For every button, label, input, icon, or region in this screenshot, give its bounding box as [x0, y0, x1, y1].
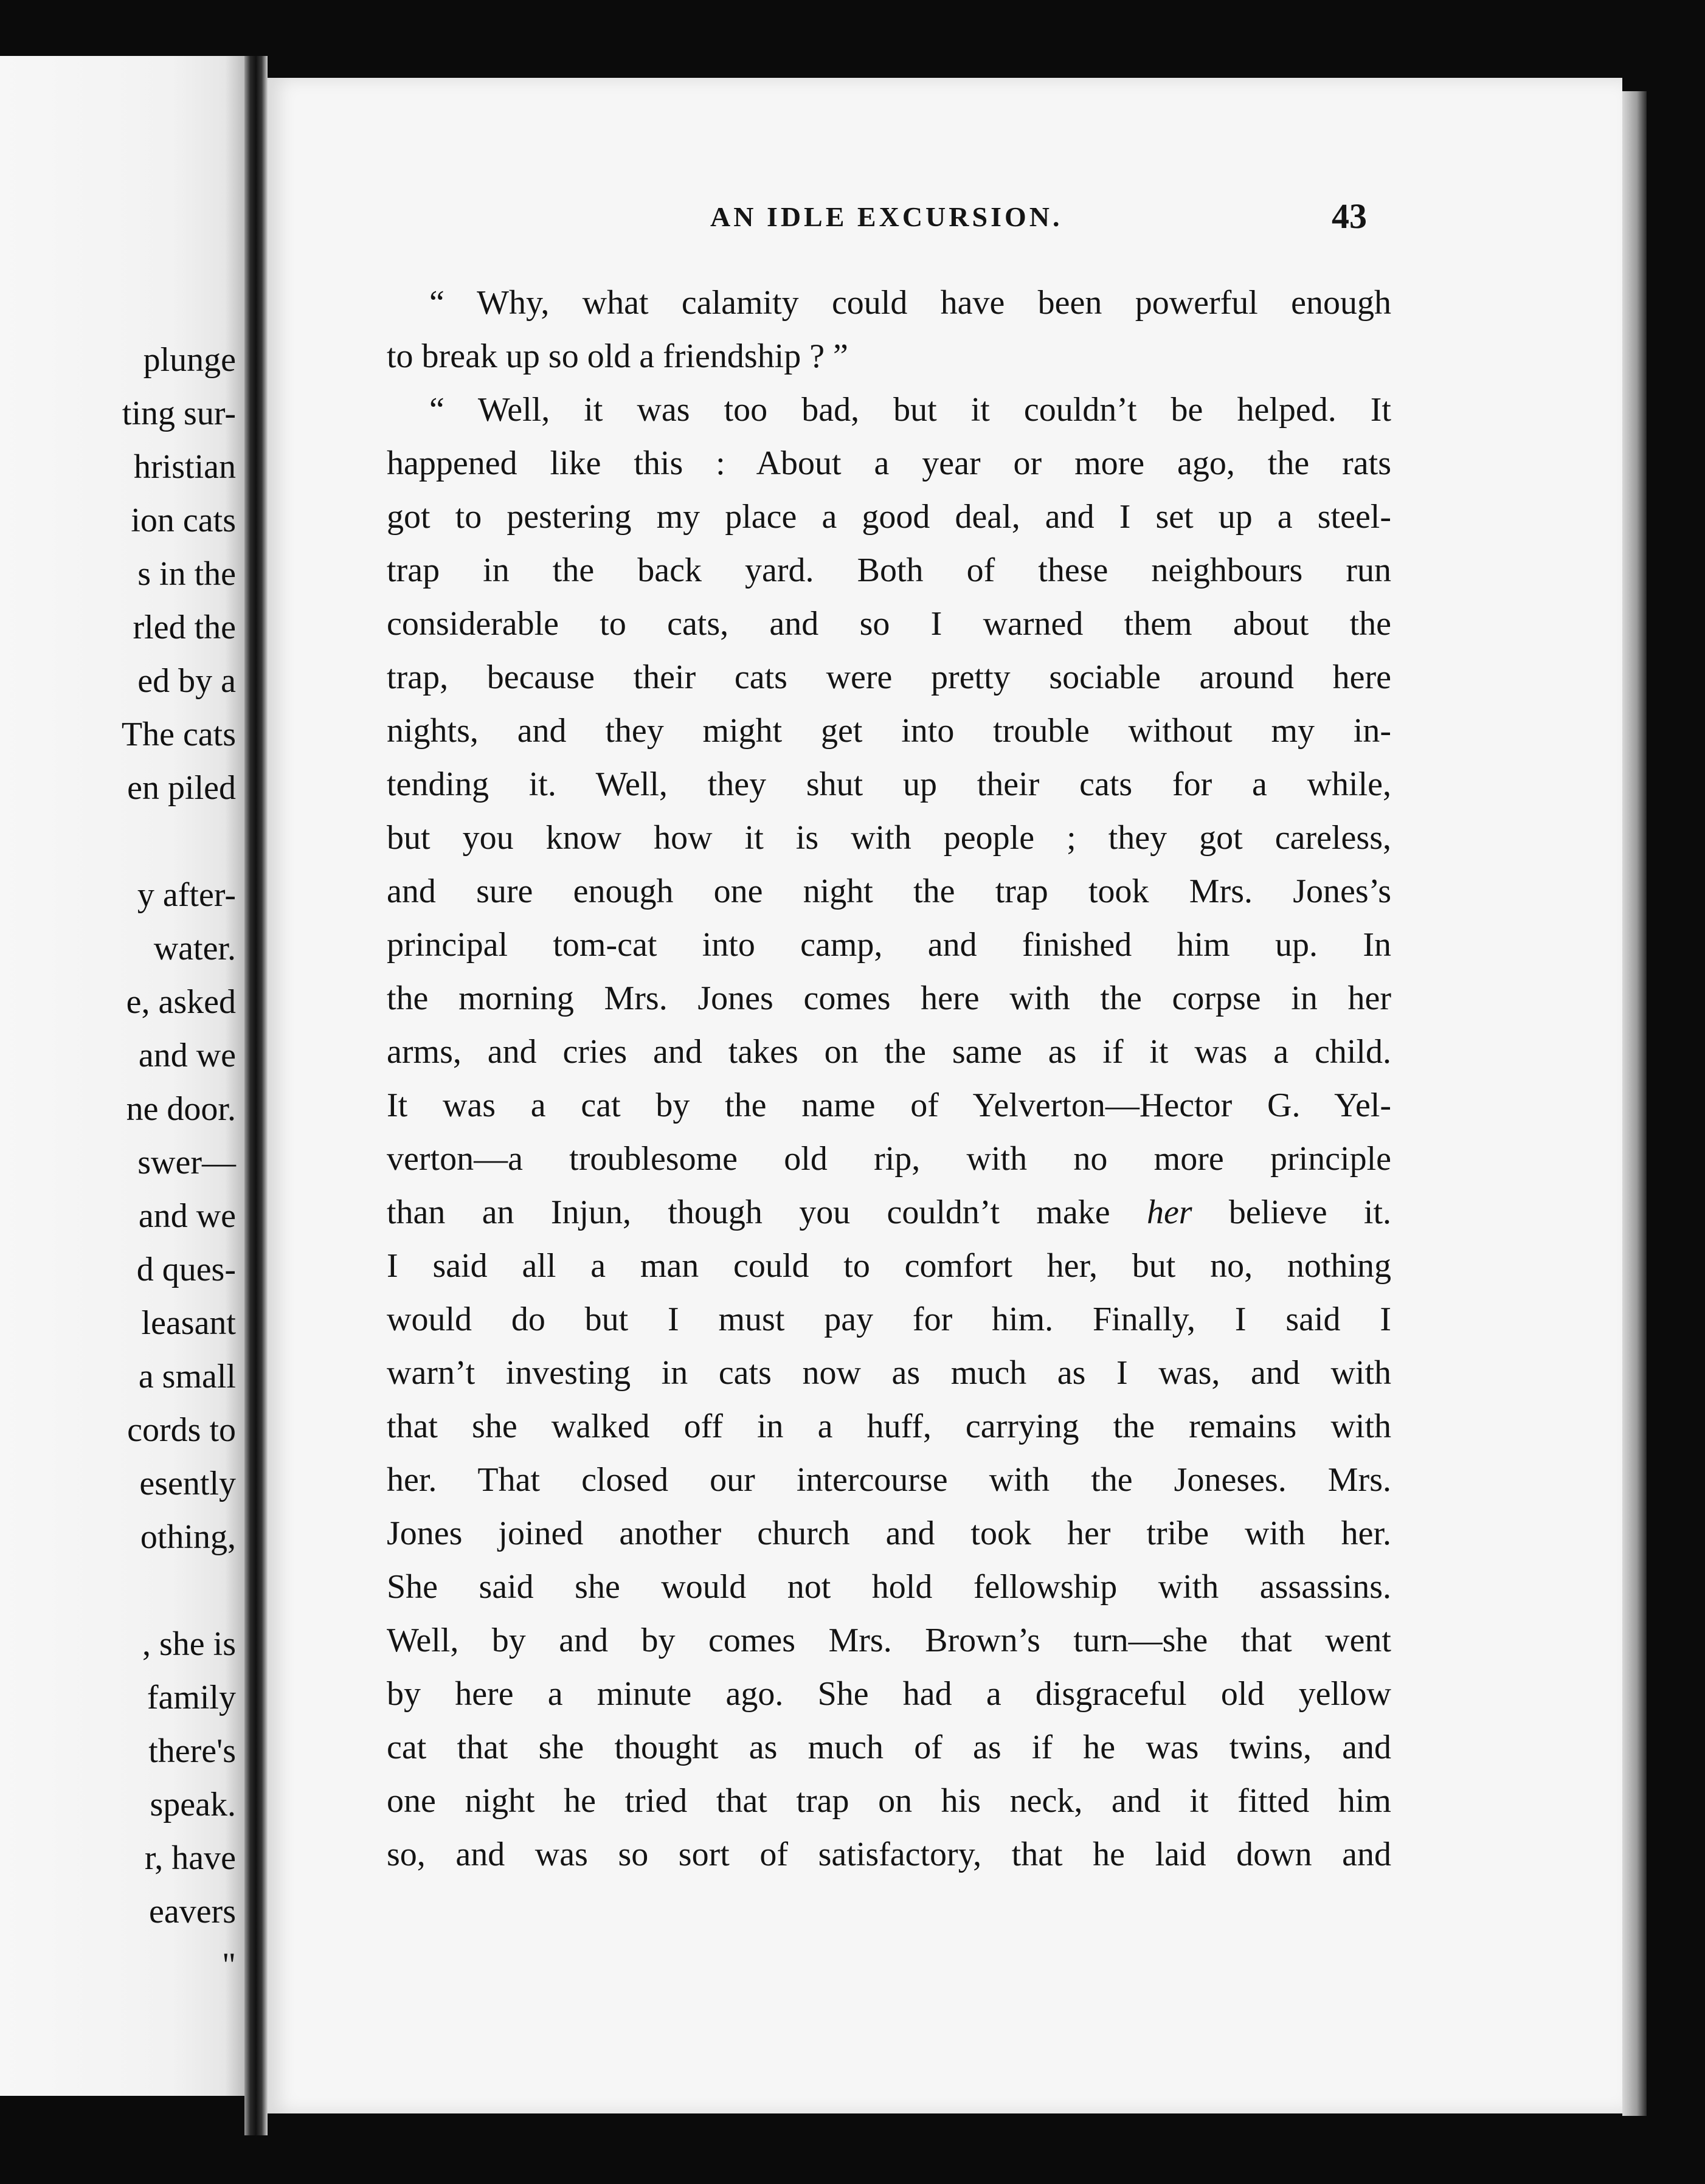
- left-page-line: cords to: [127, 1411, 236, 1449]
- left-page-line: e, asked: [126, 983, 236, 1021]
- text-line: tending it. Well, they shut up their cats for a while,: [387, 765, 1391, 803]
- text-line-with-italic: [387, 1186, 1391, 1239]
- running-head: AN IDLE EXCURSION.: [710, 201, 1063, 232]
- text-line: trap, because their cats were pretty sociable around here: [387, 658, 1391, 696]
- left-page-line: hristian: [134, 448, 236, 486]
- text-line: principal tom-cat into camp, and finished him up. In: [387, 926, 1391, 964]
- left-page-line: esently: [139, 1465, 236, 1502]
- text-line: It was a cat by the name of Yelverton—Hector G. Yel-: [387, 1087, 1391, 1124]
- text-line: would do but I must pay for him. Finally, I said I: [387, 1301, 1391, 1338]
- left-page-line: y after-: [137, 876, 236, 914]
- left-page-line: plunge: [143, 341, 236, 379]
- left-page-line: s in the: [137, 555, 236, 593]
- text-line: cat that she thought as much of as if he was twins, and: [387, 1729, 1391, 1766]
- left-page-fragment: [0, 56, 244, 2096]
- book-gutter: [244, 56, 268, 2135]
- left-page-line: and we: [138, 1197, 236, 1235]
- left-page-line: ting sur-: [122, 395, 236, 432]
- text-line: by here a minute ago. She had a disgraceful old yellow: [387, 1675, 1391, 1713]
- text-fragment: than an Injun, though you couldn’t make: [387, 1194, 1110, 1231]
- left-page-line: ": [222, 1946, 236, 1984]
- left-page-line: speak.: [150, 1786, 236, 1823]
- left-page-line: r, have: [144, 1839, 236, 1877]
- italic-word: her: [1146, 1194, 1192, 1231]
- left-page-line: othing,: [140, 1518, 236, 1556]
- left-page-text: [5, 333, 236, 1992]
- text-line: “ Well, it was too bad, but it couldn’t be helped. It: [429, 391, 1391, 429]
- text-line: Well, by and by comes Mrs. Brown’s turn—she that went: [387, 1622, 1391, 1659]
- text-line: one night he tried that trap on his neck, and it fitted him: [387, 1782, 1391, 1820]
- text-line: and sure enough one night the trap took Mrs. Jones’s: [387, 873, 1391, 910]
- left-page-line: ion cats: [131, 502, 236, 539]
- text-fragment: believe it.: [1228, 1194, 1391, 1231]
- text-line: her. That closed our intercourse with the Joneses. Mrs.: [387, 1461, 1391, 1499]
- text-line: Jones joined another church and took her tribe with her.: [387, 1515, 1391, 1552]
- left-page-line: family: [147, 1679, 236, 1716]
- page-number: 43: [1332, 196, 1367, 236]
- left-page-line: ne door.: [126, 1090, 236, 1128]
- text-line: “ Why, what calamity could have been powerful enough: [429, 284, 1391, 322]
- text-line: to break up so old a friendship ? ”: [387, 337, 848, 375]
- text-line: but you know how it is with people ; they got careless,: [387, 819, 1391, 857]
- text-line: trap in the back yard. Both of these neighbours run: [387, 551, 1391, 589]
- left-page-line: , she is: [142, 1625, 236, 1663]
- text-line: arms, and cries and takes on the same as if it was a child.: [387, 1033, 1391, 1071]
- left-page-line: [5, 815, 236, 868]
- left-page-line: swer—: [137, 1144, 236, 1181]
- text-line: nights, and they might get into trouble without my in-: [387, 712, 1391, 750]
- text-line: warn’t investing in cats now as much as I was, and with: [387, 1354, 1391, 1392]
- left-page-line: d ques-: [136, 1251, 236, 1288]
- text-line: got to pestering my place a good deal, and I set up a steel-: [387, 498, 1391, 536]
- text-line: that she walked off in a huff, carrying the remains with: [387, 1408, 1391, 1445]
- text-line: so, and was so sort of satisfactory, that he laid down and: [387, 1836, 1391, 1873]
- page-edge-shadow: [1622, 91, 1647, 2116]
- body-text: [387, 276, 1391, 1881]
- text-line: happened like this : About a year or more ago, the rats: [387, 444, 1391, 482]
- left-page-line: eavers: [148, 1893, 236, 1930]
- left-page-line: en piled: [127, 769, 236, 807]
- text-line: I said all a man could to comfort her, but no, nothing: [387, 1247, 1391, 1285]
- left-page-line: and we: [138, 1037, 236, 1074]
- left-page-line: there's: [148, 1732, 236, 1770]
- left-page-line: a small: [138, 1358, 236, 1395]
- left-page-line: rled the: [133, 609, 236, 646]
- text-line: considerable to cats, and so I warned them about the: [387, 605, 1391, 643]
- left-page-line: [5, 1564, 236, 1617]
- text-line: the morning Mrs. Jones comes here with the corpse in her: [387, 980, 1391, 1017]
- left-page-line: water.: [153, 930, 236, 967]
- text-line: She said she would not hold fellowship with assassins.: [387, 1568, 1391, 1606]
- left-page-line: leasant: [141, 1304, 236, 1342]
- left-page-line: ed by a: [137, 662, 236, 700]
- left-page-line: The cats: [121, 716, 236, 753]
- text-line: verton—a troublesome old rip, with no more principle: [387, 1140, 1391, 1178]
